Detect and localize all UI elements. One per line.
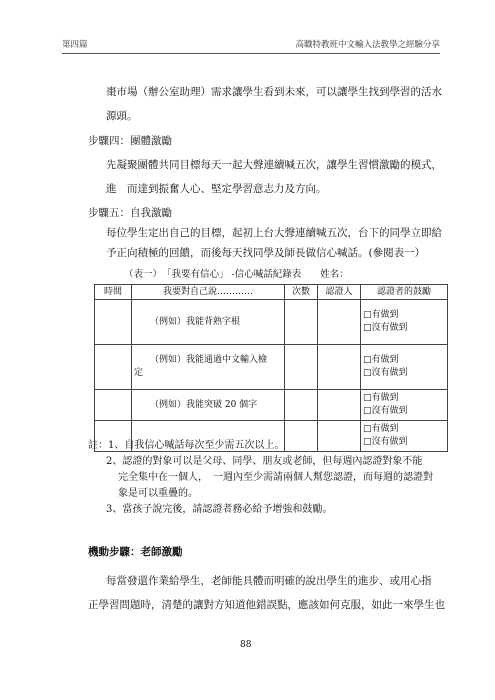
- cell-time: [95, 390, 132, 421]
- option-not-done: □沒有做到: [363, 406, 408, 416]
- body-line: 正學習問題時，清楚的讓對方知道他錯誤點，應該如何克服，如此一來學生也: [88, 599, 445, 611]
- table-row: [95, 390, 448, 421]
- note-2-line: 象是可以重疊的。: [118, 488, 198, 499]
- table-header-row: [95, 285, 448, 300]
- table-row: [95, 345, 448, 390]
- body-line: 每當發還作業給學生，老師能具體而明確的說出學生的進步、或用心指: [106, 575, 432, 587]
- step4-heading: 步驟四：團體激勵: [88, 135, 172, 147]
- section-heading: 機動步驟：老師激勵: [88, 546, 183, 558]
- cell-count: [285, 390, 318, 421]
- option-done: □有做到: [363, 310, 399, 320]
- option-not-done: □沒有做到: [363, 323, 408, 333]
- option-not-done: □沒有做到: [363, 437, 408, 447]
- cell-time: [95, 345, 132, 390]
- cell-count: [285, 300, 318, 345]
- col-header-say: 我要對自己說…………: [132, 285, 285, 300]
- cell-say-line: 定: [134, 368, 144, 378]
- cell-witness: [318, 390, 361, 421]
- option-not-done: □沒有做到: [363, 368, 408, 378]
- col-header-time: 時間: [95, 285, 132, 300]
- header-rule: [62, 53, 440, 54]
- option-done: □有做到: [363, 393, 399, 403]
- cell-time: [95, 300, 132, 345]
- cell-count: [285, 421, 318, 452]
- table-row: [95, 300, 448, 345]
- cell-encouragement: [361, 421, 448, 452]
- body-line: 每位學生定出自己的目標，起初上台大聲連續喊五次，台下的同學立即給: [106, 227, 442, 239]
- cell-say: （例如）我能背熟字根: [132, 300, 285, 345]
- note-2-line: 2、認證的對象可以是父母、同學、朋友或老師，但每週內認證對象不能: [106, 456, 423, 467]
- confidence-record-table: [94, 284, 448, 452]
- cell-say: [132, 345, 285, 390]
- cell-encouragement: [361, 390, 448, 421]
- cell-say: （例如）我能突破 20 個字: [132, 390, 285, 421]
- body-line: 源頭。: [106, 110, 138, 122]
- cell-encouragement: [361, 300, 448, 345]
- body-line: 棗市場（辦公室助理）需求讓學生看到未來，可以讓學生找到學習的活水: [106, 86, 442, 98]
- cell-witness: [318, 421, 361, 452]
- option-done: □有做到: [363, 355, 399, 365]
- col-header-witness: 認證人: [318, 285, 361, 300]
- body-line: 予正向積極的回饋，而後每天找同學及師長做信心喊話。(參閱表一）: [106, 247, 426, 259]
- body-line: 先凝聚團體共同目標每天一起大聲連續喊五次，讓學生習慣激勵的模式，: [106, 159, 442, 171]
- note-2-line: 完全集中在一個人， 一週內至少需請兩個人幫您認證，而每週的認證對: [118, 472, 433, 483]
- body-line: 進 而達到振奮人心、堅定學習意志力及方向。: [106, 183, 327, 195]
- cell-encouragement: [361, 345, 448, 390]
- note-3: 3、當孩子說完後，請認證者務必給予增強和鼓勵。: [106, 504, 333, 515]
- cell-count: [285, 345, 318, 390]
- option-done: □有做到: [363, 424, 399, 434]
- col-header-count: 次數: [285, 285, 318, 300]
- step5-heading: 步驟五：自我激勵: [88, 207, 172, 219]
- header-title: 高職特教班中文輸入法教學之經驗分享: [295, 40, 440, 50]
- col-header-encouragement: 認證者的鼓勵: [361, 285, 448, 300]
- cell-say-line: （例如）我能通過中文輸入檢: [150, 355, 268, 365]
- header-chapter: 第四篇: [62, 40, 88, 50]
- table-caption: （表一） 「我要有信心」 -信心喊話紀錄表 姓名：: [124, 269, 349, 280]
- cell-witness: [318, 300, 361, 345]
- page-number: 88: [240, 640, 252, 650]
- note-1: 註：1、自我信心喊話每次至少需五次以上。: [88, 440, 285, 451]
- cell-witness: [318, 345, 361, 390]
